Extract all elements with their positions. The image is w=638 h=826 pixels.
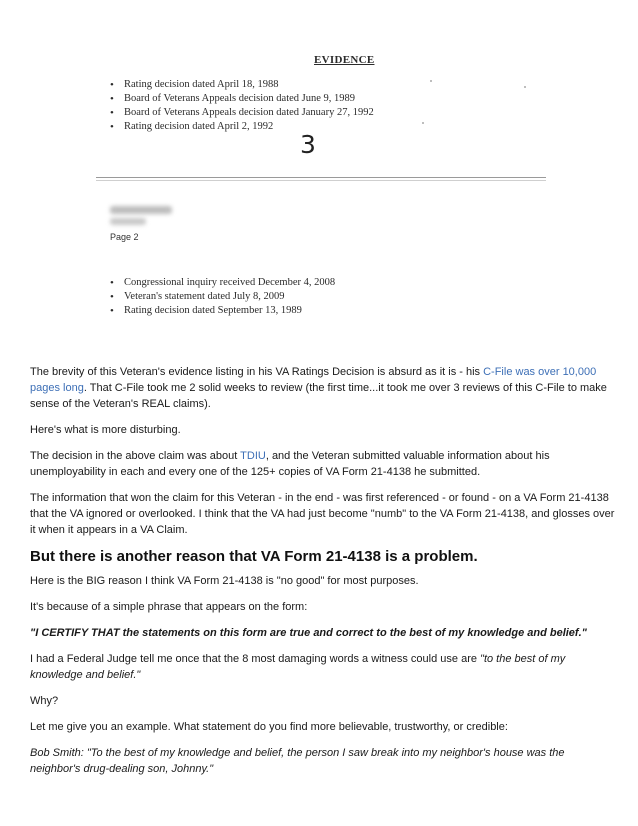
paragraph: The information that won the claim for this Veteran - in the end - was first referenced - or found - on a VA Form 21-4138 that the VA ignored or overlooked. I think that the VA had just become "numb" to the VA Form 21-4138, and glosses over it when it appears in a VA Claim. xyxy=(30,492,615,536)
example-quote: Bob Smith: "To the best of my knowledge and belief, the person I saw break into my neighbor's house was the neighbor's drug-dealing son, Johnny." xyxy=(30,747,565,775)
paragraph: I had a Federal Judge tell me once that the 8 most damaging words a witness could use are "to the best of my knowledge and belief." xyxy=(30,653,566,681)
scan-speck xyxy=(422,122,424,124)
evidence-item: • Rating decision dated April 18, 1988 xyxy=(108,78,374,92)
evidence-item: • Board of Veterans Appeals decision dated June 9, 1989 xyxy=(108,92,374,106)
scan-speck xyxy=(524,86,526,88)
evidence-list-page2 xyxy=(108,276,335,318)
certification-quote: "I CERTIFY THAT the statements on this form are true and correct to the best of my knowledge and belief." xyxy=(30,627,587,639)
cfile-link[interactable]: C-File was over 10,000 pages long xyxy=(30,366,597,394)
redacted-file-number xyxy=(110,218,146,225)
handwritten-number: 3 xyxy=(300,130,316,159)
page-label: Page 2 xyxy=(110,232,139,242)
tdiu-link[interactable]: TDIU xyxy=(240,450,266,462)
article-body xyxy=(30,364,615,787)
page-divider xyxy=(96,177,546,178)
paragraph: The brevity of this Veteran's evidence listing in his VA Ratings Decision is absurd as it is - his C-File was over 10,000 pages long. That C-File took me 2 solid weeks to review (the first time...it took me over 3 reviews of this C-File to make sense of the Veteran's REAL claims). xyxy=(30,366,607,410)
page-divider-shadow xyxy=(96,180,546,181)
evidence-item: • Veteran's statement dated July 8, 2009 xyxy=(108,290,335,304)
paragraph: It's because of a simple phrase that appears on the form: xyxy=(30,601,308,613)
section-heading: But there is another reason that VA Form 21-4138 is a problem. xyxy=(30,548,478,565)
evidence-scan-image xyxy=(92,44,550,334)
paragraph: Here's what is more disturbing. xyxy=(30,424,181,436)
paragraph: The decision in the above claim was about TDIU, and the Veteran submitted valuable information about his unemployability in each and every one of the 125+ copies of VA Form 21-4138 he submitted. xyxy=(30,450,550,478)
paragraph: Let me give you an example. What statement do you find more believable, trustworthy, or credible: xyxy=(30,721,508,733)
paragraph: Why? xyxy=(30,695,59,707)
evidence-item: • Rating decision dated April 2, 1992 xyxy=(108,120,374,134)
redacted-name xyxy=(110,206,172,214)
scan-speck xyxy=(430,80,432,82)
evidence-item: • Rating decision dated September 13, 1989 xyxy=(108,304,335,318)
evidence-title: EVIDENCE xyxy=(314,54,375,66)
evidence-list-page1 xyxy=(108,78,374,134)
paragraph: Here is the BIG reason I think VA Form 21-4138 is "no good" for most purposes. xyxy=(30,575,419,587)
evidence-item: • Congressional inquiry received December 4, 2008 xyxy=(108,276,335,290)
evidence-item: • Board of Veterans Appeals decision dated January 27, 1992 xyxy=(108,106,374,120)
